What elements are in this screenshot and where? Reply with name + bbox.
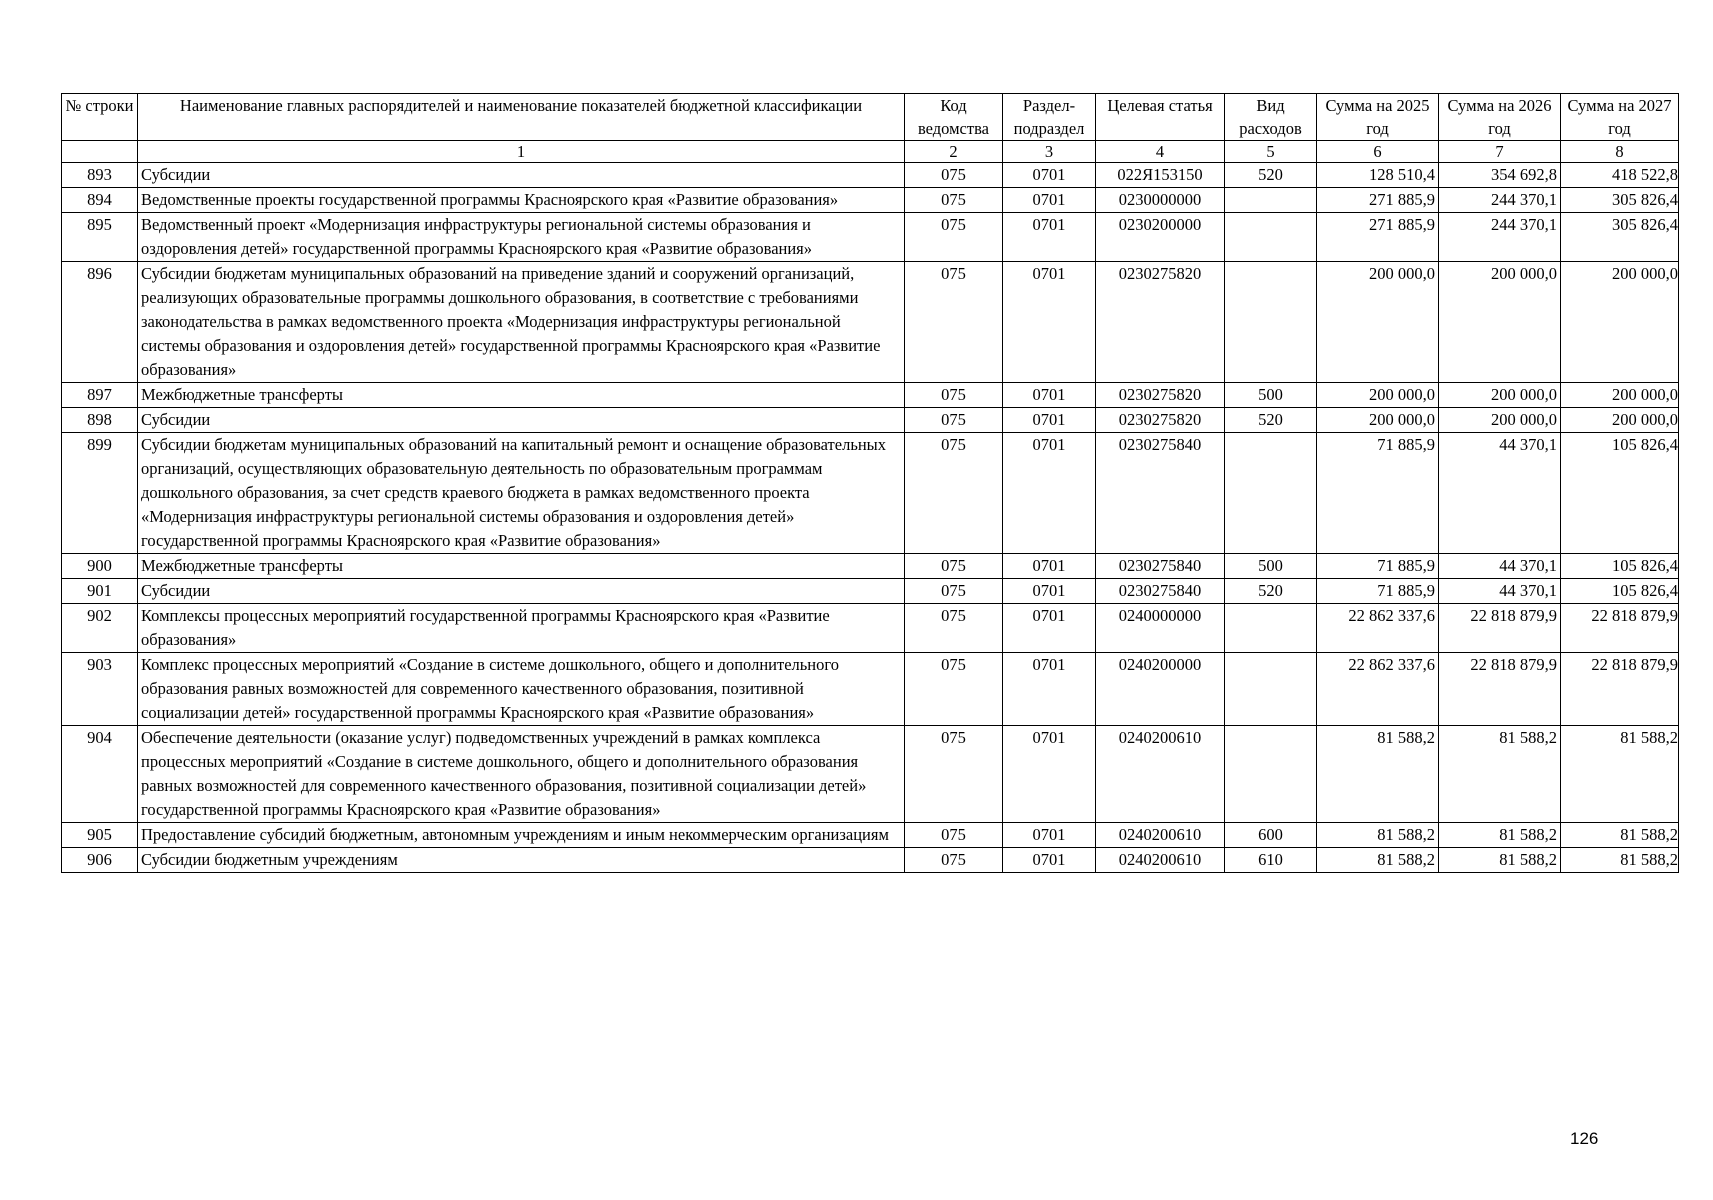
- row-number-cell: 898: [62, 408, 138, 433]
- sum-2025-cell: 71 885,9: [1317, 579, 1439, 604]
- sum-2026-cell: 44 370,1: [1439, 433, 1561, 554]
- dept-code-cell: 075: [905, 262, 1003, 383]
- header-section: Раздел-подраздел: [1003, 94, 1096, 141]
- name-cell: Комплексы процессных мероприятий государственной программы Красноярского края «Развитие образования»: [138, 604, 905, 653]
- target-article-cell: 0230275820: [1096, 383, 1225, 408]
- section-cell: 0701: [1003, 163, 1096, 188]
- target-article-cell: 0240200610: [1096, 823, 1225, 848]
- sum-2025-cell: 200 000,0: [1317, 383, 1439, 408]
- column-number-blank: [62, 141, 138, 163]
- expense-type-cell: 500: [1225, 554, 1317, 579]
- table-row: [62, 163, 1679, 188]
- table-row: [62, 848, 1679, 873]
- section-cell: 0701: [1003, 188, 1096, 213]
- section-cell: 0701: [1003, 823, 1096, 848]
- expense-type-cell: 520: [1225, 163, 1317, 188]
- dept-code-cell: 075: [905, 408, 1003, 433]
- expense-type-cell: 610: [1225, 848, 1317, 873]
- target-article-cell: 0230275820: [1096, 408, 1225, 433]
- budget-table: [61, 93, 1679, 873]
- header-sum-2025: Сумма на 2025 год: [1317, 94, 1439, 141]
- dept-code-cell: 075: [905, 554, 1003, 579]
- header-target-article: Целевая статья: [1096, 94, 1225, 141]
- dept-code-cell: 075: [905, 726, 1003, 823]
- sum-2026-cell: 200 000,0: [1439, 383, 1561, 408]
- sum-2026-cell: 244 370,1: [1439, 213, 1561, 262]
- sum-2025-cell: 128 510,4: [1317, 163, 1439, 188]
- sum-2026-cell: 200 000,0: [1439, 262, 1561, 383]
- row-number-cell: 896: [62, 262, 138, 383]
- name-cell: Субсидии бюджетным учреждениям: [138, 848, 905, 873]
- dept-code-cell: 075: [905, 163, 1003, 188]
- dept-code-cell: 075: [905, 433, 1003, 554]
- table-row: [62, 653, 1679, 726]
- sum-2025-cell: 71 885,9: [1317, 433, 1439, 554]
- name-cell: Субсидии: [138, 163, 905, 188]
- header-expense-type: Вид расходов: [1225, 94, 1317, 141]
- table-row: [62, 408, 1679, 433]
- sum-2027-cell: 418 522,8: [1561, 163, 1679, 188]
- header-sum-2027: Сумма на 2027 год: [1561, 94, 1679, 141]
- row-number-cell: 904: [62, 726, 138, 823]
- sum-2027-cell: 105 826,4: [1561, 433, 1679, 554]
- sum-2027-cell: 305 826,4: [1561, 188, 1679, 213]
- sum-2026-cell: 244 370,1: [1439, 188, 1561, 213]
- name-cell: Субсидии: [138, 579, 905, 604]
- column-number: 8: [1561, 141, 1679, 163]
- section-cell: 0701: [1003, 213, 1096, 262]
- expense-type-cell: 600: [1225, 823, 1317, 848]
- column-number: 5: [1225, 141, 1317, 163]
- sum-2027-cell: 22 818 879,9: [1561, 653, 1679, 726]
- sum-2027-cell: 305 826,4: [1561, 213, 1679, 262]
- sum-2025-cell: 81 588,2: [1317, 823, 1439, 848]
- expense-type-cell: [1225, 213, 1317, 262]
- dept-code-cell: 075: [905, 383, 1003, 408]
- header-dept-code: Код ведомства: [905, 94, 1003, 141]
- sum-2025-cell: 200 000,0: [1317, 408, 1439, 433]
- row-number-cell: 903: [62, 653, 138, 726]
- target-article-cell: 022Я153150: [1096, 163, 1225, 188]
- expense-type-cell: 520: [1225, 408, 1317, 433]
- name-cell: Ведомственный проект «Модернизация инфраструктуры региональной системы образования и оздоровления детей» государственной программы Красноярского края «Развитие образования»: [138, 213, 905, 262]
- expense-type-cell: 520: [1225, 579, 1317, 604]
- name-cell: Межбюджетные трансферты: [138, 383, 905, 408]
- column-number: 7: [1439, 141, 1561, 163]
- name-cell: Ведомственные проекты государственной программы Красноярского края «Развитие образования»: [138, 188, 905, 213]
- table-row: [62, 188, 1679, 213]
- expense-type-cell: [1225, 653, 1317, 726]
- name-cell: Предоставление субсидий бюджетным, автономным учреждениям и иным некоммерческим организациям: [138, 823, 905, 848]
- section-cell: 0701: [1003, 579, 1096, 604]
- sum-2025-cell: 271 885,9: [1317, 213, 1439, 262]
- table-row: [62, 823, 1679, 848]
- column-number: 6: [1317, 141, 1439, 163]
- table-row: [62, 213, 1679, 262]
- sum-2026-cell: 200 000,0: [1439, 408, 1561, 433]
- name-cell: Комплекс процессных мероприятий «Создание в системе дошкольного, общего и дополнительного образования равных возможностей для современного качественного образования, позитивной социализации детей» государственной программы Красноярского края «Развитие образования»: [138, 653, 905, 726]
- sum-2026-cell: 44 370,1: [1439, 554, 1561, 579]
- column-numbers-row: [62, 141, 1679, 163]
- target-article-cell: 0230000000: [1096, 188, 1225, 213]
- section-cell: 0701: [1003, 554, 1096, 579]
- dept-code-cell: 075: [905, 823, 1003, 848]
- section-cell: 0701: [1003, 726, 1096, 823]
- sum-2025-cell: 22 862 337,6: [1317, 604, 1439, 653]
- row-number-cell: 894: [62, 188, 138, 213]
- section-cell: 0701: [1003, 653, 1096, 726]
- target-article-cell: 0230200000: [1096, 213, 1225, 262]
- section-cell: 0701: [1003, 848, 1096, 873]
- header-sum-2026: Сумма на 2026 год: [1439, 94, 1561, 141]
- sum-2027-cell: 81 588,2: [1561, 726, 1679, 823]
- expense-type-cell: [1225, 262, 1317, 383]
- sum-2025-cell: 81 588,2: [1317, 726, 1439, 823]
- sum-2027-cell: 105 826,4: [1561, 579, 1679, 604]
- target-article-cell: 0240200000: [1096, 653, 1225, 726]
- row-number-cell: 900: [62, 554, 138, 579]
- table-row: [62, 579, 1679, 604]
- sum-2026-cell: 81 588,2: [1439, 726, 1561, 823]
- sum-2026-cell: 354 692,8: [1439, 163, 1561, 188]
- table-row: [62, 604, 1679, 653]
- section-cell: 0701: [1003, 408, 1096, 433]
- dept-code-cell: 075: [905, 213, 1003, 262]
- sum-2025-cell: 22 862 337,6: [1317, 653, 1439, 726]
- section-cell: 0701: [1003, 604, 1096, 653]
- table-row: [62, 262, 1679, 383]
- header-row-number: № строки: [62, 94, 138, 141]
- row-number-cell: 897: [62, 383, 138, 408]
- name-cell: Межбюджетные трансферты: [138, 554, 905, 579]
- target-article-cell: 0230275820: [1096, 262, 1225, 383]
- expense-type-cell: [1225, 726, 1317, 823]
- column-number: 4: [1096, 141, 1225, 163]
- sum-2027-cell: 200 000,0: [1561, 408, 1679, 433]
- row-number-cell: 899: [62, 433, 138, 554]
- name-cell: Обеспечение деятельности (оказание услуг) подведомственных учреждений в рамках комплекса процессных мероприятий «Создание в системе дошкольного, общего и дополнительного образования равных возможностей для современного качественного образования, позитивной социализации детей» государственной программы Красноярского края «Развитие образования»: [138, 726, 905, 823]
- table-header-row: [62, 94, 1679, 141]
- dept-code-cell: 075: [905, 848, 1003, 873]
- sum-2026-cell: 81 588,2: [1439, 823, 1561, 848]
- page-number: 126: [1570, 1129, 1599, 1148]
- sum-2026-cell: 22 818 879,9: [1439, 604, 1561, 653]
- sum-2025-cell: 81 588,2: [1317, 848, 1439, 873]
- table-row: [62, 383, 1679, 408]
- target-article-cell: 0240000000: [1096, 604, 1225, 653]
- table-row: [62, 554, 1679, 579]
- target-article-cell: 0240200610: [1096, 848, 1225, 873]
- dept-code-cell: 075: [905, 188, 1003, 213]
- expense-type-cell: [1225, 604, 1317, 653]
- row-number-cell: 901: [62, 579, 138, 604]
- target-article-cell: 0230275840: [1096, 433, 1225, 554]
- table-body: [62, 163, 1679, 873]
- section-cell: 0701: [1003, 383, 1096, 408]
- sum-2027-cell: 200 000,0: [1561, 383, 1679, 408]
- sum-2026-cell: 81 588,2: [1439, 848, 1561, 873]
- expense-type-cell: [1225, 188, 1317, 213]
- sum-2027-cell: 22 818 879,9: [1561, 604, 1679, 653]
- dept-code-cell: 075: [905, 579, 1003, 604]
- column-number: 1: [138, 141, 905, 163]
- sum-2027-cell: 81 588,2: [1561, 823, 1679, 848]
- row-number-cell: 902: [62, 604, 138, 653]
- name-cell: Субсидии: [138, 408, 905, 433]
- expense-type-cell: 500: [1225, 383, 1317, 408]
- expense-type-cell: [1225, 433, 1317, 554]
- target-article-cell: 0230275840: [1096, 579, 1225, 604]
- section-cell: 0701: [1003, 433, 1096, 554]
- name-cell: Субсидии бюджетам муниципальных образований на капитальный ремонт и оснащение образовательных организаций, осуществляющих образовательную деятельность по образовательным программам дошкольного образования, за счет средств краевого бюджета в рамках ведомственного проекта «Модернизация инфраструктуры региональной системы образования и оздоровления детей» государственной программы Красноярского края «Развитие образования»: [138, 433, 905, 554]
- row-number-cell: 905: [62, 823, 138, 848]
- sum-2025-cell: 271 885,9: [1317, 188, 1439, 213]
- sum-2027-cell: 105 826,4: [1561, 554, 1679, 579]
- column-number: 3: [1003, 141, 1096, 163]
- name-cell: Субсидии бюджетам муниципальных образований на приведение зданий и сооружений организаций, реализующих образовательные программы дошкольного образования, в соответствие с требованиями законодательства в рамках ведомственного проекта «Модернизация инфраструктуры региональной системы образования и оздоровления детей» государственной программы Красноярского края «Развитие образования»: [138, 262, 905, 383]
- row-number-cell: 906: [62, 848, 138, 873]
- sum-2027-cell: 81 588,2: [1561, 848, 1679, 873]
- table-row: [62, 433, 1679, 554]
- target-article-cell: 0240200610: [1096, 726, 1225, 823]
- target-article-cell: 0230275840: [1096, 554, 1225, 579]
- sum-2026-cell: 44 370,1: [1439, 579, 1561, 604]
- column-number: 2: [905, 141, 1003, 163]
- row-number-cell: 895: [62, 213, 138, 262]
- sum-2025-cell: 200 000,0: [1317, 262, 1439, 383]
- dept-code-cell: 075: [905, 604, 1003, 653]
- sum-2025-cell: 71 885,9: [1317, 554, 1439, 579]
- sum-2027-cell: 200 000,0: [1561, 262, 1679, 383]
- row-number-cell: 893: [62, 163, 138, 188]
- sum-2026-cell: 22 818 879,9: [1439, 653, 1561, 726]
- table-row: [62, 726, 1679, 823]
- dept-code-cell: 075: [905, 653, 1003, 726]
- section-cell: 0701: [1003, 262, 1096, 383]
- header-name: Наименование главных распорядителей и наименование показателей бюджетной классификации: [138, 94, 905, 141]
